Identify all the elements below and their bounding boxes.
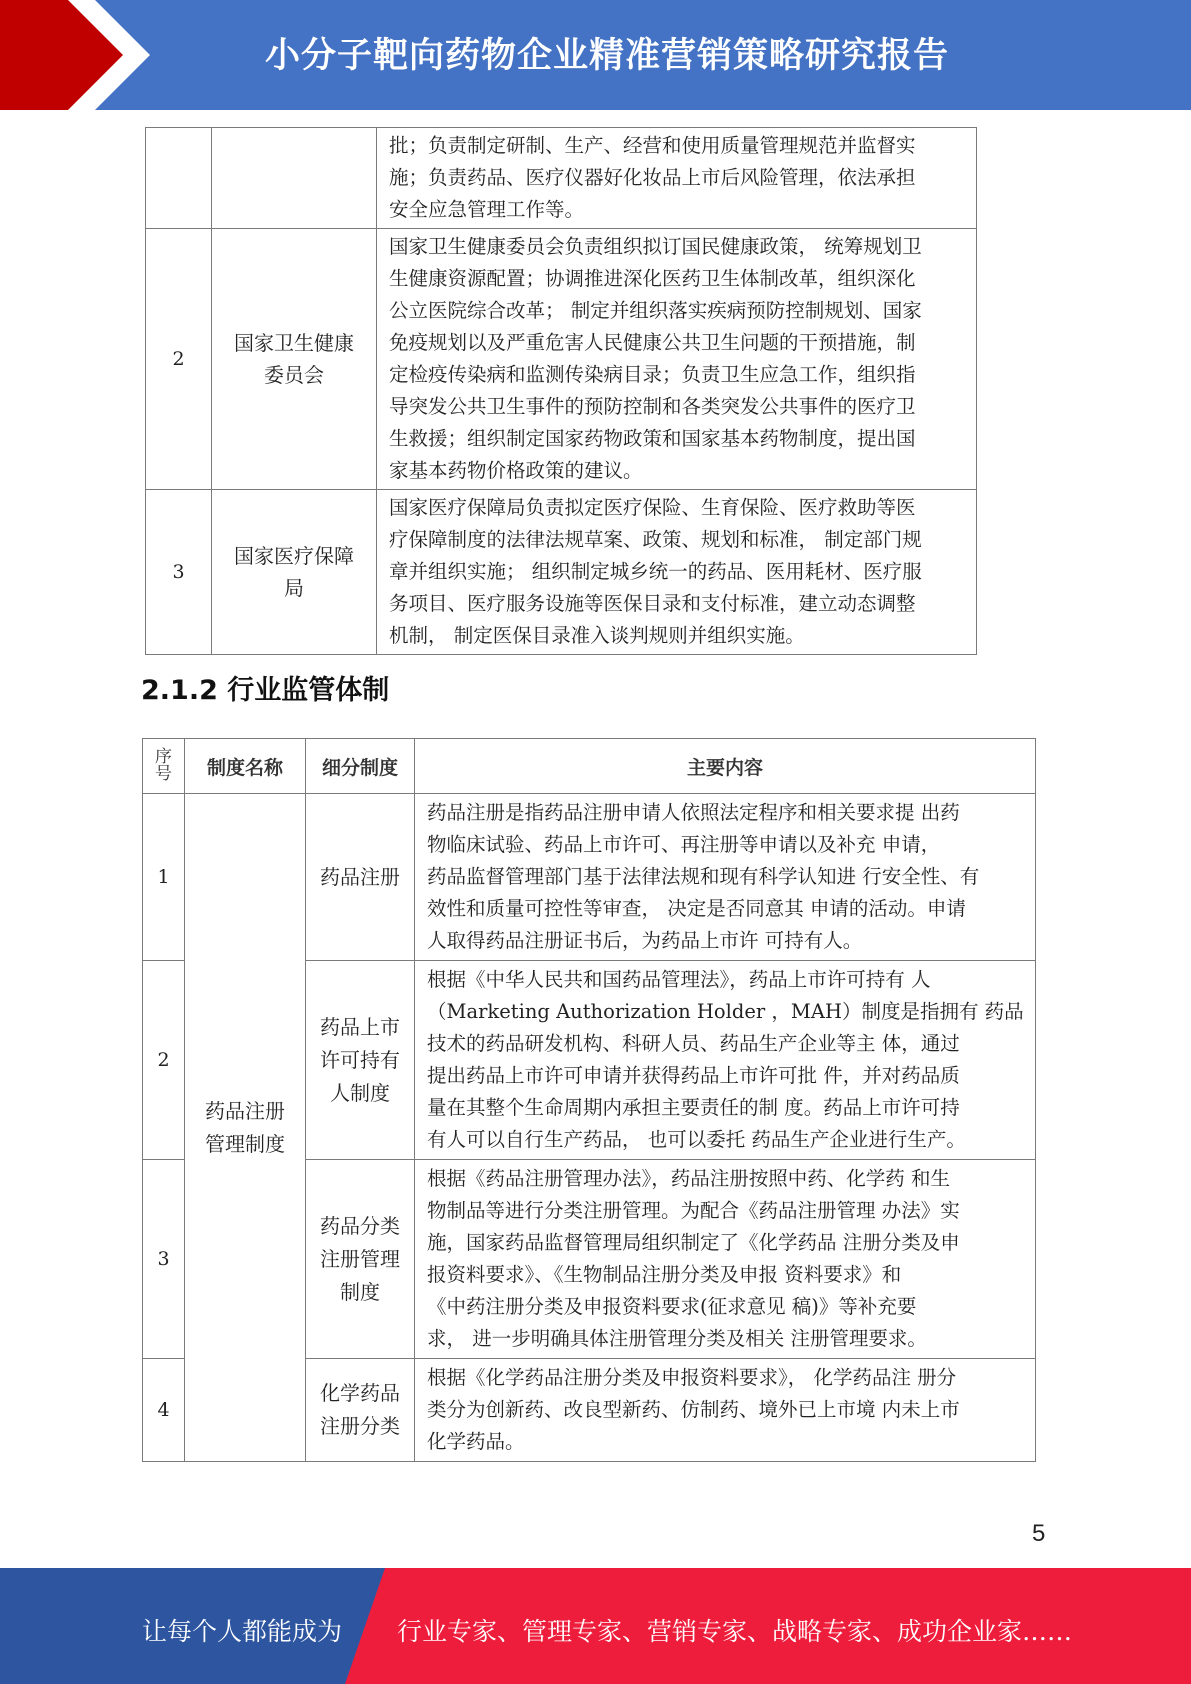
header-system-name: 制度名称 xyxy=(185,739,306,794)
text-line: 药品分类 xyxy=(320,1213,400,1238)
page-footer xyxy=(0,1568,1191,1684)
text-line: 许可持有 xyxy=(320,1047,400,1072)
text-line: 生健康资源配置；协调推进深化医药卫生体制改革，组织深化 xyxy=(389,267,916,290)
text-line: 施，国家药品监督管理局组织制定了《化学药品 注册分类及申 xyxy=(427,1231,960,1254)
agency-duties xyxy=(377,490,977,655)
text-line: 根据《化学药品注册分类及申报资料要求》， 化学药品注 册分 xyxy=(427,1366,957,1389)
text-line: 量在其整个生命周期内承担主要责任的制 度。药品上市许可持 xyxy=(427,1096,960,1119)
sub-system-name xyxy=(306,1359,415,1462)
row-number: 2 xyxy=(146,229,212,490)
text-line: 制度 xyxy=(340,1279,380,1304)
agency-table xyxy=(145,127,977,655)
text-line: 化学药品 xyxy=(320,1381,400,1405)
text-line: 药品上市 xyxy=(320,1014,400,1039)
text-line: 化学药品。 xyxy=(427,1430,525,1453)
text-line: 国家卫生健康 xyxy=(234,331,354,355)
text-line: 委员会 xyxy=(264,363,324,387)
text-line: 物制品等进行分类注册管理。为配合《药品注册管理 办法》实 xyxy=(427,1199,960,1222)
main-content xyxy=(415,794,1036,961)
sub-system-name xyxy=(306,794,415,961)
row-number: 3 xyxy=(146,490,212,655)
table-row xyxy=(143,794,1036,961)
table-row xyxy=(146,229,977,490)
text-line: 注册管理 xyxy=(320,1246,400,1271)
regulation-table xyxy=(142,738,1036,1462)
text-line: 批；负责制定研制、生产、经营和使用质量管理规范并监督实 xyxy=(389,134,916,157)
text-line: 根据《药品注册管理办法》，药品注册按照中药、化学药 和生 xyxy=(427,1167,950,1190)
agency-duties xyxy=(377,128,977,229)
text-line: 安全应急管理工作等。 xyxy=(389,198,585,221)
row-number: 3 xyxy=(143,1160,185,1359)
text-line: 技术的药品研发机构、科研人员、药品生产企业等主 体，通过 xyxy=(427,1032,960,1055)
main-content xyxy=(415,1160,1036,1359)
text-line: 公立医院综合改革； 制定并组织落实疾病预防控制规划、国家 xyxy=(389,299,922,322)
text-line: 人制度 xyxy=(330,1080,390,1105)
section-heading: 2.1.2 行业监管体制 xyxy=(141,675,390,706)
text-line: 管理制度 xyxy=(205,1131,285,1156)
row-number xyxy=(146,128,212,229)
text-line: 求， 进一步明确具体注册管理分类及相关 注册管理要求。 xyxy=(427,1327,927,1350)
text-line: 药品注册 xyxy=(205,1098,285,1123)
document-title: 小分子靶向药物企业精准营销策略研究报告 xyxy=(265,36,950,76)
text-line: 国家医疗保障局负责拟定医疗保险、生育保险、医疗救助等医 xyxy=(389,496,916,519)
text-line: 局 xyxy=(284,576,304,600)
text-line: 药品注册 xyxy=(320,864,400,889)
page-number: 5 xyxy=(1032,1520,1046,1547)
footer-slogan-left: 让每个人都能成为 xyxy=(142,1617,343,1646)
text-line: 物临床试验、药品上市许可、再注册等申请以及补充 申请， xyxy=(427,833,941,856)
sub-system-name xyxy=(306,1160,415,1359)
text-line: 《中药注册分类及申报资料要求(征求意见 稿)》等补充要 xyxy=(427,1295,917,1318)
agency-name xyxy=(212,490,377,655)
text-line: 根据《中华人民共和国药品管理法》，药品上市许可持有 人 xyxy=(427,968,931,991)
text-line: 效性和质量可控性等审查， 决定是否同意其 申请的活动。申请 xyxy=(427,897,966,920)
text-line: 提出药品上市许可申请并获得药品上市许可批 件，并对药品质 xyxy=(427,1064,960,1087)
agency-name xyxy=(212,128,377,229)
text-line: 机制， 制定医保目录准入谈判规则并组织实施。 xyxy=(389,624,805,647)
row-number: 4 xyxy=(143,1359,185,1462)
text-line: 人取得药品注册证书后，为药品上市许 可持有人。 xyxy=(427,929,863,952)
system-name xyxy=(185,794,306,1462)
table-header-row xyxy=(143,739,1036,794)
header-sub-system: 细分制度 xyxy=(306,739,415,794)
footer-slogan-right: 行业专家、管理专家、营销专家、战略专家、成功企业家…… xyxy=(397,1617,1073,1646)
text-line: 家基本药物价格政策的建议。 xyxy=(389,459,643,482)
main-content xyxy=(415,961,1036,1160)
row-number: 2 xyxy=(143,961,185,1160)
text-line: 章并组织实施； 组织制定城乡统一的药品、医用耗材、医疗服 xyxy=(389,560,922,583)
header-chevron-graphic xyxy=(0,0,150,110)
sub-system-name xyxy=(306,961,415,1160)
table-row xyxy=(146,490,977,655)
header-seq: 序 号 xyxy=(143,739,185,794)
agency-name xyxy=(212,229,377,490)
agency-duties xyxy=(377,229,977,490)
text-line: 定检疫传染病和监测传染病目录；负责卫生应急工作，组织指 xyxy=(389,363,916,386)
text-line: 施；负责药品、医疗仪器好化妆品上市后风险管理，依法承担 xyxy=(389,166,916,189)
text-line: 生救援；组织制定国家药物政策和国家基本药物制度，提出国 xyxy=(389,427,916,450)
text-line: 药品注册是指药品注册申请人依照法定程序和相关要求提 出药 xyxy=(427,801,960,824)
text-line: 类分为创新药、改良型新药、仿制药、境外已上市境 内未上市 xyxy=(427,1398,960,1421)
text-line: 疗保障制度的法律法规草案、政策、规划和标准， 制定部门规 xyxy=(389,528,922,551)
text-line: 报资料要求》、《生物制品注册分类及申报 资料要求》和 xyxy=(427,1263,902,1286)
text-line: 国家医疗保障 xyxy=(234,544,354,568)
table-row xyxy=(146,128,977,229)
text-line: 导突发公共卫生事件的预防控制和各类突发公共事件的医疗卫 xyxy=(389,395,916,418)
text-line: 务项目、医疗服务设施等医保目录和支付标准，建立动态调整 xyxy=(389,592,916,615)
text-line: 国家卫生健康委员会负责组织拟订国民健康政策， 统筹规划卫 xyxy=(389,235,922,258)
page-header xyxy=(0,0,1191,110)
text-line: 有人可以自行生产药品， 也可以委托 药品生产企业进行生产。 xyxy=(427,1128,966,1151)
main-content xyxy=(415,1359,1036,1462)
row-number: 1 xyxy=(143,794,185,961)
text-line: 免疫规划以及严重危害人民健康公共卫生问题的干预措施，制 xyxy=(389,331,916,354)
header-main-content: 主要内容 xyxy=(415,739,1036,794)
text-line: 药品监督管理部门基于法律法规和现有科学认知进 行安全性、有 xyxy=(427,865,980,888)
text-line: （Marketing Authorization Holder ，MAH）制度是指拥有 药品 xyxy=(427,1000,1024,1023)
text-line: 注册分类 xyxy=(320,1414,400,1438)
